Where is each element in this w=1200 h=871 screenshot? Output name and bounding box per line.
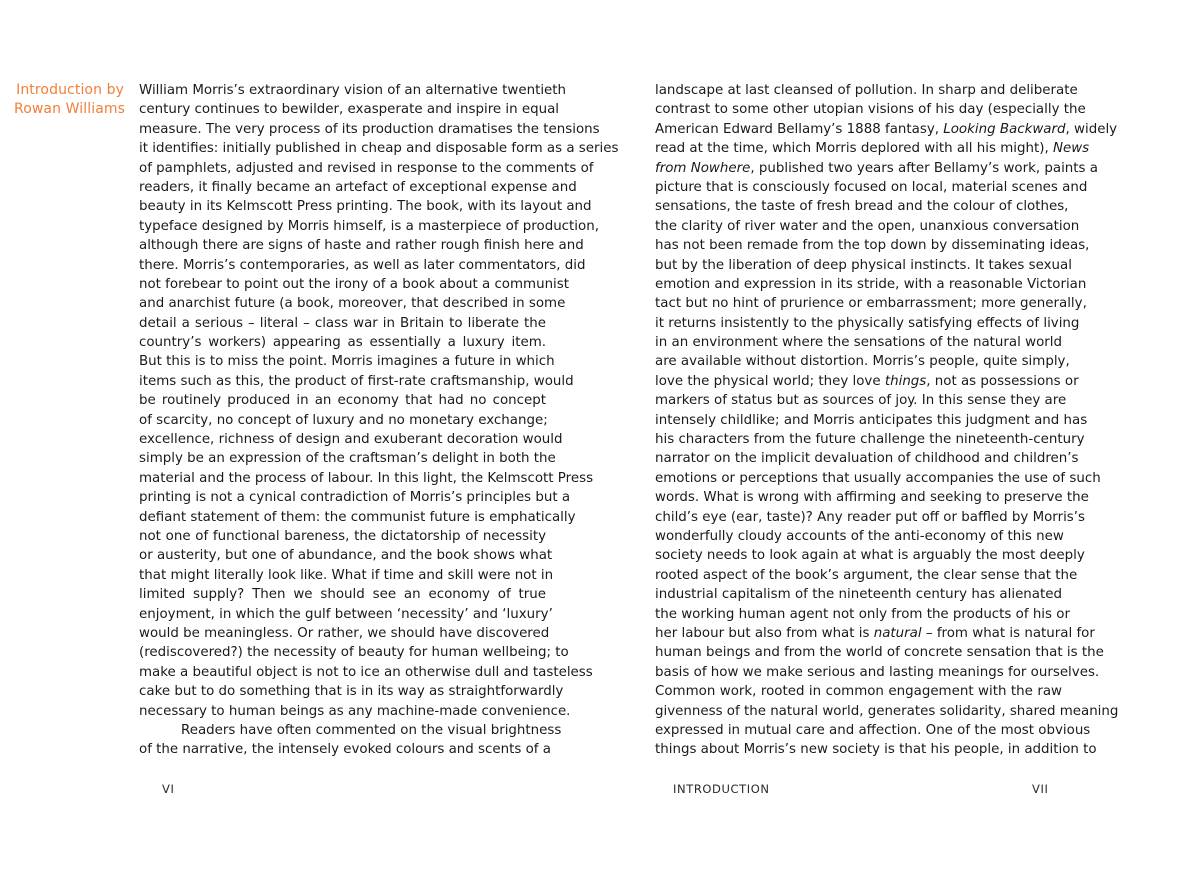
text-run: , widely: [1065, 121, 1118, 137]
text-line: measure. The very process of its production dramatises the tensions: [139, 121, 600, 137]
text-line: items such as this, the product of first-rate craftsmanship, would: [139, 373, 574, 389]
text-line: [655, 139, 1090, 158]
text-line: Common work, rooted in common engagement with the raw: [655, 684, 1062, 700]
text-line: sensations, the taste of fresh bread and the colour of clothes,: [655, 199, 1069, 215]
right-page-number: VII: [1032, 782, 1049, 796]
text-line: [655, 372, 1079, 391]
text-line: contrast to some other utopian visions of his day (especially the: [655, 102, 1086, 118]
italic-title: natural: [873, 625, 922, 641]
text-line: limited supply? Then we should see an economy of true: [139, 587, 546, 603]
text-line: picture that is consciously focused on local, material scenes and: [655, 179, 1088, 195]
text-line: enjoyment, in which the gulf between ‘necessity’ and ‘luxury’: [139, 606, 553, 622]
text-line: typeface designed by Morris himself, is a masterpiece of production,: [139, 218, 599, 234]
text-line: of scarcity, no concept of luxury and no monetary exchange;: [139, 412, 548, 428]
text-line: has not been remade from the top down by disseminating ideas,: [655, 238, 1090, 254]
text-line: it identifies: initially published in cheap and disposable form as a series: [139, 141, 619, 157]
text-line: make a beautiful object is not to ice an otherwise dull and tasteless: [139, 664, 593, 680]
text-line: material and the process of labour. In this light, the Kelmscott Press: [139, 470, 594, 486]
text-line: readers, it finally became an artefact of exceptional expense and: [139, 179, 577, 195]
margin-note-line: Rowan Williams: [14, 101, 126, 118]
text-line: narrator on the implicit devaluation of childhood and children’s: [655, 451, 1079, 467]
margin-note-line: Introduction by: [16, 82, 124, 98]
text-line: [655, 159, 1098, 178]
text-line: necessary to human beings as any machine-made convenience.: [139, 703, 571, 719]
text-line: intensely childlike; and Morris anticipates this judgment and has: [655, 412, 1088, 428]
text-line: basis of how we make serious and lasting meanings for ourselves.: [655, 664, 1100, 680]
text-line: his characters from the future challenge the nineteenth-century: [655, 432, 1085, 448]
text-run: love the physical world; they love: [655, 373, 885, 389]
text-line: landscape at last cleansed of pollution. In sharp and deliberate: [655, 83, 1078, 98]
text-run: , published two years after Bellamy’s work, paints a: [750, 160, 1098, 176]
text-line: but by the liberation of deep physical instincts. It takes sexual: [655, 257, 1072, 273]
text-line: [655, 120, 1118, 139]
text-line: century continues to bewilder, exasperate and inspire in equal: [139, 102, 560, 118]
text-run: American Edward Bellamy’s 1888 fantasy,: [655, 121, 944, 137]
italic-title: things: [884, 373, 927, 389]
italic-title: from Nowhere: [655, 160, 751, 176]
text-line: beauty in its Kelmscott Press printing. The book, with its layout and: [139, 199, 592, 215]
left-page-number: VI: [162, 782, 175, 796]
italic-title: News: [1052, 141, 1090, 157]
text-line: not one of functional bareness, the dictatorship of necessity: [139, 528, 546, 544]
text-line: of the narrative, the intensely evoked colours and scents of a: [139, 742, 551, 758]
text-line: human beings and from the world of concrete sensation that is the: [655, 645, 1104, 661]
text-line: But this is to miss the point. Morris imagines a future in which: [139, 354, 555, 370]
text-line: emotions or perceptions that usually accompanies the use of such: [655, 470, 1101, 486]
text-line: country’s workers) appearing as essentially a luxury item.: [139, 335, 546, 351]
text-line: that might literally look like. What if time and skill were not in: [139, 567, 554, 583]
text-run: , not as possessions or: [926, 373, 1079, 389]
text-line: there. Morris’s contemporaries, as well as later commentators, did: [139, 257, 586, 273]
text-run: her labour but also from what is: [655, 625, 874, 641]
text-line: not forebear to point out the irony of a book about a communist: [139, 276, 570, 292]
text-line: excellence, richness of design and exuberant decoration would: [139, 432, 563, 448]
text-line: cake but to do something that is in its way as straightforwardly: [139, 684, 564, 700]
text-line: things about Morris’s new society is that his people, in addition to: [655, 742, 1097, 758]
text-line: detail a serious – literal – class war in Britain to liberate the: [139, 315, 546, 331]
text-line: child’s eye (ear, taste)? Any reader put off or baffled by Morris’s: [655, 509, 1086, 525]
text-line: would be meaningless. Or rather, we should have discovered: [139, 625, 550, 641]
text-line: simply be an expression of the craftsman’s delight in both the: [139, 451, 556, 467]
text-line: defiant statement of them: the communist future is emphatically: [139, 509, 576, 525]
text-run: – from what is natural for: [921, 625, 1095, 641]
left-page-body-text: [139, 81, 619, 760]
right-page-body-text: [655, 81, 1119, 760]
text-line: are available without distortion. Morris’s people, quite simply,: [655, 354, 1070, 370]
text-line: of pamphlets, adjusted and revised in response to the comments of: [139, 160, 594, 176]
text-line: in an environment where the sensations of the natural world: [655, 335, 1062, 351]
text-line: (rediscovered?) the necessity of beauty for human wellbeing; to: [139, 645, 569, 661]
text-line: wonderfully cloudy accounts of the anti-economy of this new: [655, 528, 1064, 544]
margin-note-author-credit: [14, 81, 124, 120]
text-line: although there are signs of haste and rather rough finish here and: [139, 238, 584, 254]
text-line: William Morris’s extraordinary vision of an alternative twentieth: [139, 83, 567, 98]
text-line: be routinely produced in an economy that had no concept: [139, 393, 546, 409]
text-line: words. What is wrong with affirming and seeking to preserve the: [655, 490, 1089, 506]
text-line: and anarchist future (a book, moreover, that described in some: [139, 296, 566, 312]
text-line: society needs to look again at what is arguably the most deeply: [655, 548, 1085, 564]
text-line: the clarity of river water and the open, unanxious conversation: [655, 218, 1080, 234]
text-line: tact but no hint of prurience or embarrassment; more generally,: [655, 296, 1087, 312]
text-line: [655, 624, 1095, 643]
text-line: expressed in mutual care and affection. One of the most obvious: [655, 722, 1091, 738]
text-line: it returns insistently to the physically satisfying effects of living: [655, 315, 1080, 331]
text-line: industrial capitalism of the nineteenth century has alienated: [655, 587, 1062, 603]
italic-title: Looking Backward: [943, 121, 1066, 137]
text-line: or austerity, but one of abundance, and the book shows what: [139, 548, 553, 564]
running-head: INTRODUCTION: [673, 782, 770, 796]
text-line: givenness of the natural world, generates solidarity, shared meaning: [655, 703, 1119, 719]
text-line: emotion and expression in its stride, with a reasonable Victorian: [655, 276, 1087, 292]
text-line: Readers have often commented on the visual brightness: [181, 722, 562, 738]
text-run: read at the time, which Morris deplored with all his might),: [655, 141, 1053, 157]
text-line: markers of status but as sources of joy. In this sense they are: [655, 393, 1067, 409]
text-line: rooted aspect of the book’s argument, the clear sense that the: [655, 567, 1078, 583]
text-line: printing is not a cynical contradiction of Morris’s principles but a: [139, 490, 571, 506]
text-line: the working human agent not only from the products of his or: [655, 606, 1070, 622]
